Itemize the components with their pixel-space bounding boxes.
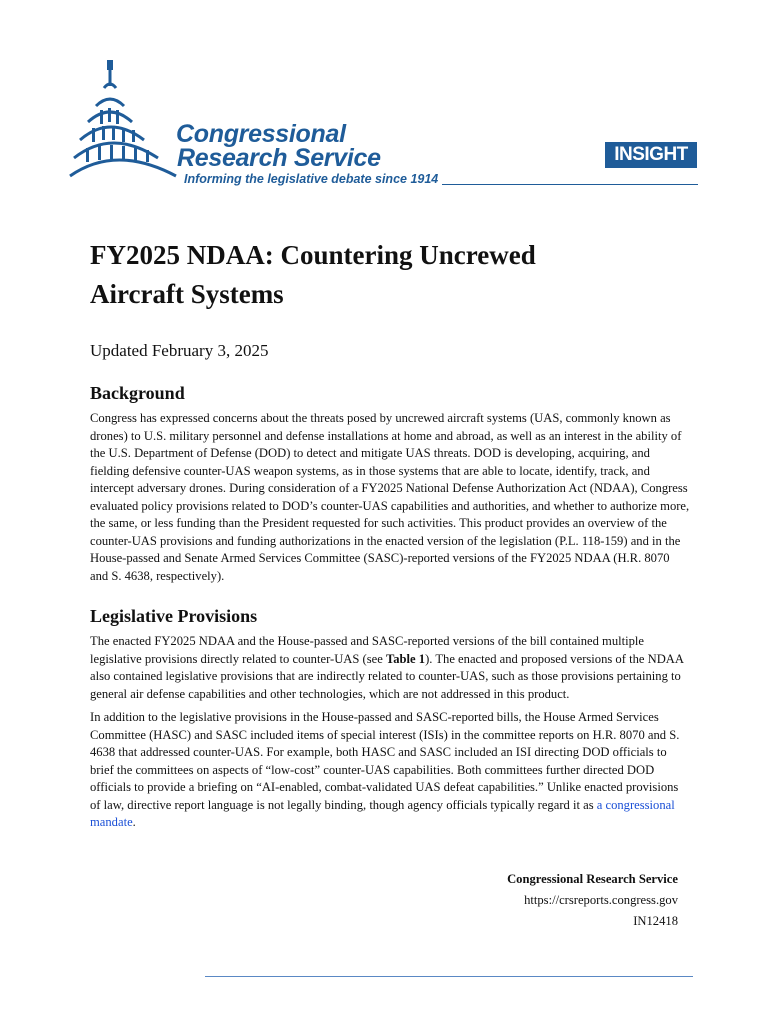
org-name	[176, 122, 381, 170]
table-1-reference: Table 1	[385, 651, 426, 666]
legislative-p1-text-b: ). The enacted and proposed versions of the NDAA also contained legislative provisions that are indirectly related to counter-UAS, such as those provisions pertaining to general air defense capabilities and other technologies, which are not addressed in this product.	[90, 651, 684, 701]
org-name-line2: Research Service	[177, 144, 381, 172]
updated-date: Updated February 3, 2025	[90, 341, 269, 360]
org-name-line1: Congressional	[176, 120, 346, 148]
footer	[507, 869, 678, 932]
title-line-1: FY2025 NDAA: Countering Uncrewed	[90, 240, 536, 270]
legislative-heading: Legislative Provisions	[90, 606, 258, 626]
footer-org: Congressional Research Service	[507, 872, 678, 886]
congressional-mandate-link[interactable]: a congressional mandate	[90, 797, 675, 829]
legislative-paragraph-1	[90, 633, 690, 703]
page-title	[90, 236, 690, 314]
footer-url: https://crsreports.congress.gov	[524, 893, 678, 907]
legislative-p1-text-a: The enacted FY2025 NDAA and the House-passed and SASC-reported versions of the bill contained multiple legislative provisions directly related to counter-UAS (see	[90, 634, 645, 666]
legislative-p2-end: .	[132, 815, 136, 829]
insight-badge: INSIGHT	[605, 142, 697, 168]
legislative-p2-text: In addition to the legislative provisions in the House-passed and SASC-reported bills, the House Armed Services Committee (HASC) and SASC included items of special interest (ISIs) in the committee reports on H.R. 8070 and S. 4638 that addressed counter-UAS. For example, both HASC and SASC included an ISI directing DOD officials to brief the committees on aspects of “low-cost” counter-UAS capabilities. Both committees further directed DOD officials to provide a briefing on “AI-enabled, combat-validated UAS defeat capabilities.” Unlike enacted provisions of law, directive report language is not legally binding, though agency officials typically regard it as	[90, 710, 680, 812]
background-paragraph: Congress has expressed concerns about the threats posed by uncrewed aircraft systems (UAS, commonly known as drones) to U.S. military personnel and defense installations at home and abroad, as well as an interest in the ability of the U.S. Department of Defense (DOD) to detect and mitigate UAS threats. DOD is developing, acquiring, and fielding defensive counter-UAS weapon systems, as in those systems that are able to locate, identify, track, and intercept adversary drones. During consideration of a FY2025 National Defense Authorization Act (NDAA), Congress evaluated policy provisions related to DOD’s counter-UAS capabilities and authorities, and whether to authorize more, the same, or less funding than the President requested for such activities. This product provides an overview of the counter-UAS provisions and funding authorizations in the enacted version of the legislation (P.L. 118-159) and in the House-passed and Senate Armed Services Committee (SASC)-reported versions of the FY2025 NDAA (H.R. 8070 and S. 4638, respectively).	[90, 411, 690, 583]
crs-logo	[66, 58, 706, 198]
org-tagline: Informing the legislative debate since 1914	[184, 172, 439, 186]
capitol-dome-icon	[66, 58, 184, 188]
bottom-divider	[205, 976, 693, 977]
footer-report-id: IN12418	[633, 914, 678, 928]
title-line-2: Aircraft Systems	[90, 279, 284, 309]
background-heading: Background	[90, 383, 185, 403]
tagline-rule	[442, 184, 698, 185]
document-body	[90, 236, 690, 838]
legislative-paragraph-2	[90, 709, 690, 832]
